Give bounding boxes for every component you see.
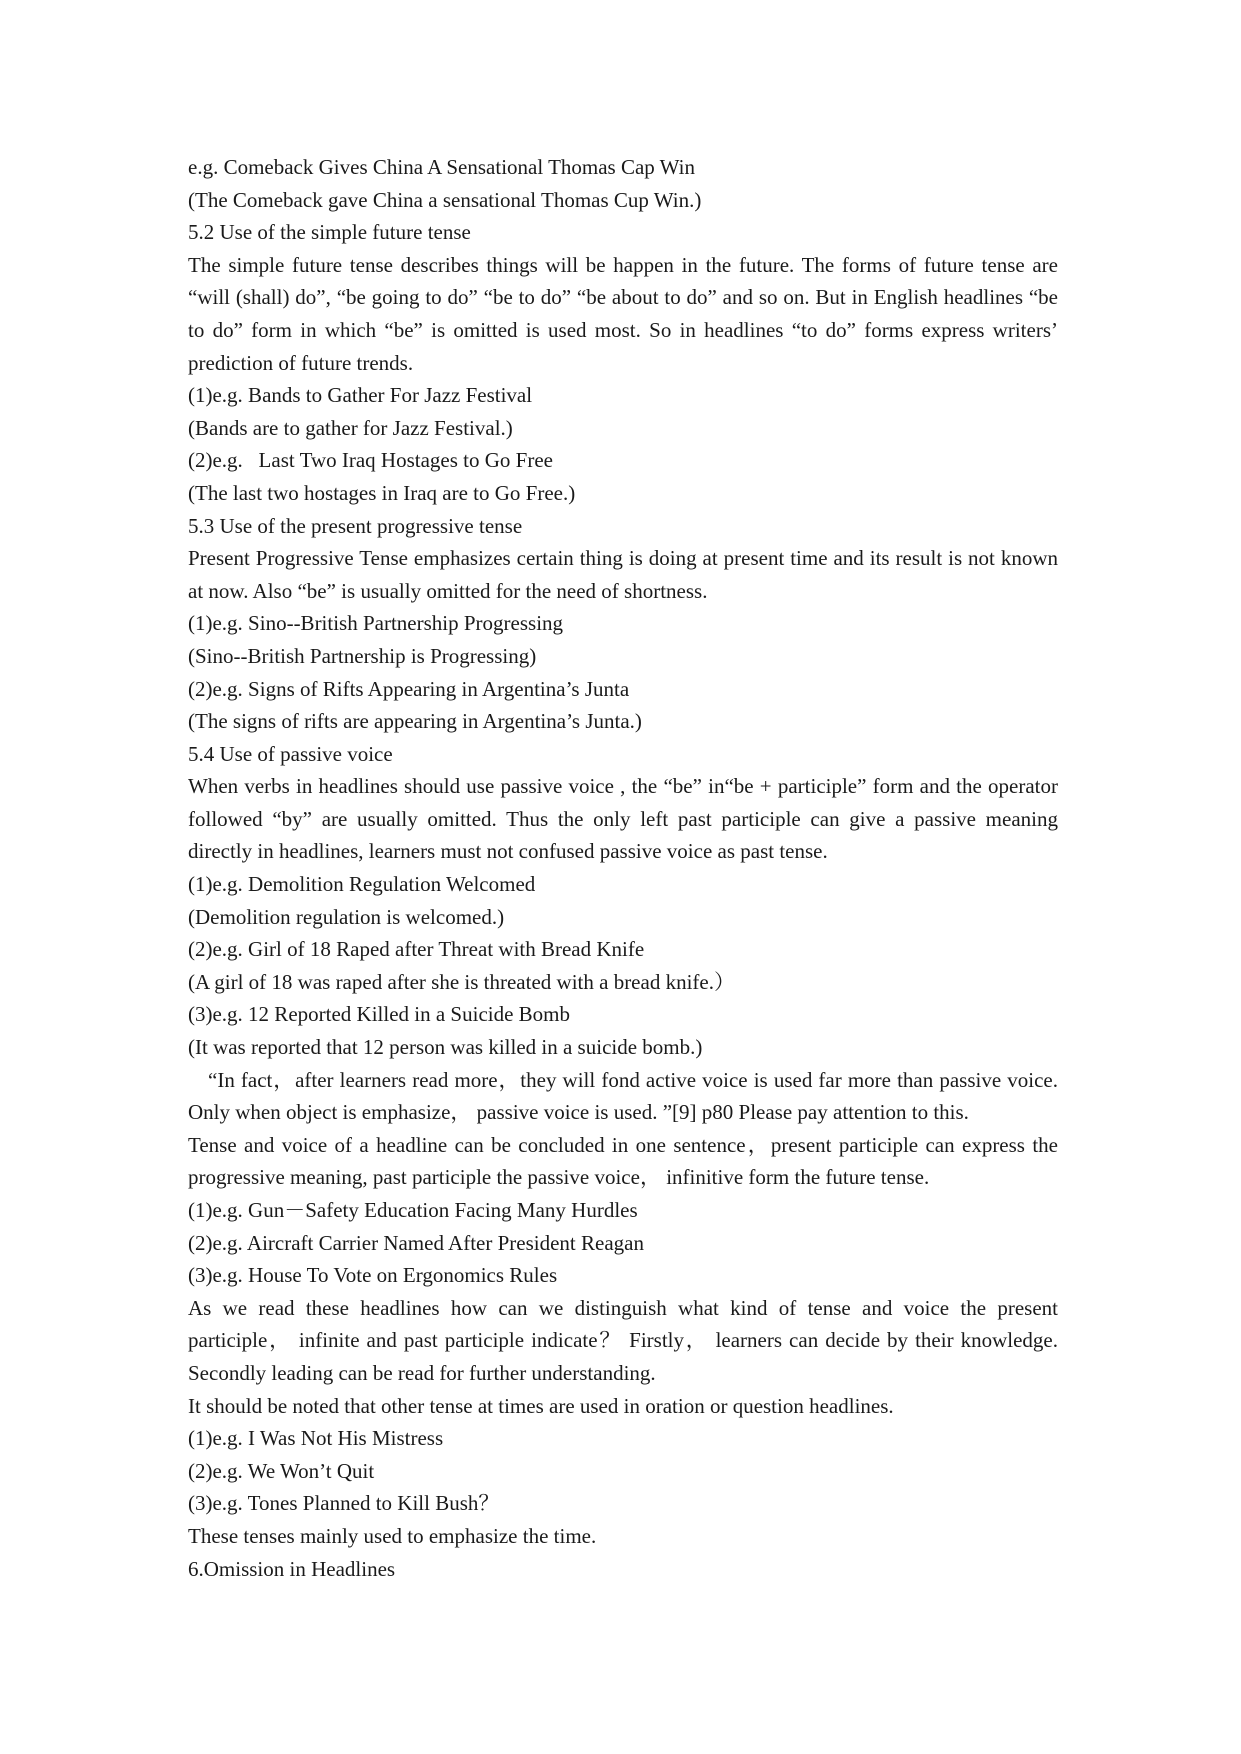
body-paragraph: When verbs in headlines should use passive voice , the “be” in“be + participle” form and the operator followed “by” are usually omitted. Thus the only left past participle can give a passive meaning directly in headlines, learners must not confused passive voice as past tense. [188,774,1058,864]
example-headline: (1)e.g. I Was Not His Mistress [188,1426,444,1451]
section-heading: 5.4 Use of passive voice [188,741,393,766]
section-heading: 5.3 Use of the present progressive tense [188,513,523,538]
example-headline: (3)e.g. House To Vote on Ergonomics Rules [188,1263,558,1288]
example-explanation: (The signs of rifts are appearing in Argentina’s Junta.) [188,709,642,734]
example-headline: (1)e.g. Demolition Regulation Welcomed [188,872,536,897]
section-heading: 5.2 Use of the simple future tense [188,220,471,245]
body-paragraph: As we read these headlines how can we distinguish what kind of tense and voice the present participle， infinite and past participle indicate？ Firstly， learners can decide by their knowledge. Secondly leading can be read for further understanding. [188,1295,1058,1385]
example-headline: e.g. Comeback Gives China A Sensational Thomas Cap Win [188,155,695,179]
example-explanation: (The last two hostages in Iraq are to Go Free.) [188,480,576,505]
example-explanation: (It was reported that 12 person was killed in a suicide bomb.) [188,1035,703,1060]
example-explanation: (Demolition regulation is welcomed.) [188,904,505,929]
example-explanation: (A girl of 18 was raped after she is threated with a bread knife.） [188,969,735,994]
body-sentence: These tenses mainly used to emphasize the time. [188,1523,597,1548]
section-heading: 6.Omission in Headlines [188,1556,396,1581]
quote-paragraph: “In fact，after learners read more，they will fond active voice is used far more than passive voice. Only when object is emphasize， passive voice is used. ”[9] p80 Please pay attention to this. [188,1067,1058,1125]
example-explanation: (The Comeback gave China a sensational Thomas Cup Win.) [188,187,702,212]
body-sentence: It should be noted that other tense at times are used in oration or question headlines. [188,1393,894,1418]
example-headline: (2)e.g. Aircraft Carrier Named After President Reagan [188,1230,644,1255]
example-headline: (3)e.g. 12 Reported Killed in a Suicide Bomb [188,1002,571,1027]
body-paragraph: Present Progressive Tense emphasizes certain thing is doing at present time and its result is not known at now. Also “be” is usually omitted for the need of shortness. [188,546,1058,603]
example-headline: (1)e.g. Bands to Gather For Jazz Festival [188,383,533,408]
example-explanation: (Bands are to gather for Jazz Festival.) [188,415,513,440]
example-headline: (2)e.g. Girl of 18 Raped after Threat with Bread Knife [188,937,645,962]
body-paragraph: Tense and voice of a headline can be concluded in one sentence，present participle can express the progressive meaning, past participle the passive voice， infinitive form the future tense. [188,1132,1058,1190]
document-page [188,151,1058,1585]
example-headline: (2)e.g. We Won’t Quit [188,1458,375,1483]
example-explanation: (Sino--British Partnership is Progressing) [188,643,537,668]
example-headline: (3)e.g. Tones Planned to Kill Bush？ [188,1491,500,1516]
example-headline: (2)e.g. Signs of Rifts Appearing in Argentina’s Junta [188,676,630,701]
example-headline: (1)e.g. Gun－Safety Education Facing Many Hurdles [188,1198,638,1222]
example-headline: (2)e.g. Last Two Iraq Hostages to Go Free [188,448,553,473]
body-paragraph: The simple future tense describes things will be happen in the future. The forms of future tense are “will (shall) do”, “be going to do” “be to do” “be about to do” and so on. But in English headlines “be to do” form in which “be” is omitted is used most. So in headlines “to do” forms express writers’ prediction of future trends. [188,252,1058,375]
example-headline: (1)e.g. Sino--British Partnership Progressing [188,611,564,636]
